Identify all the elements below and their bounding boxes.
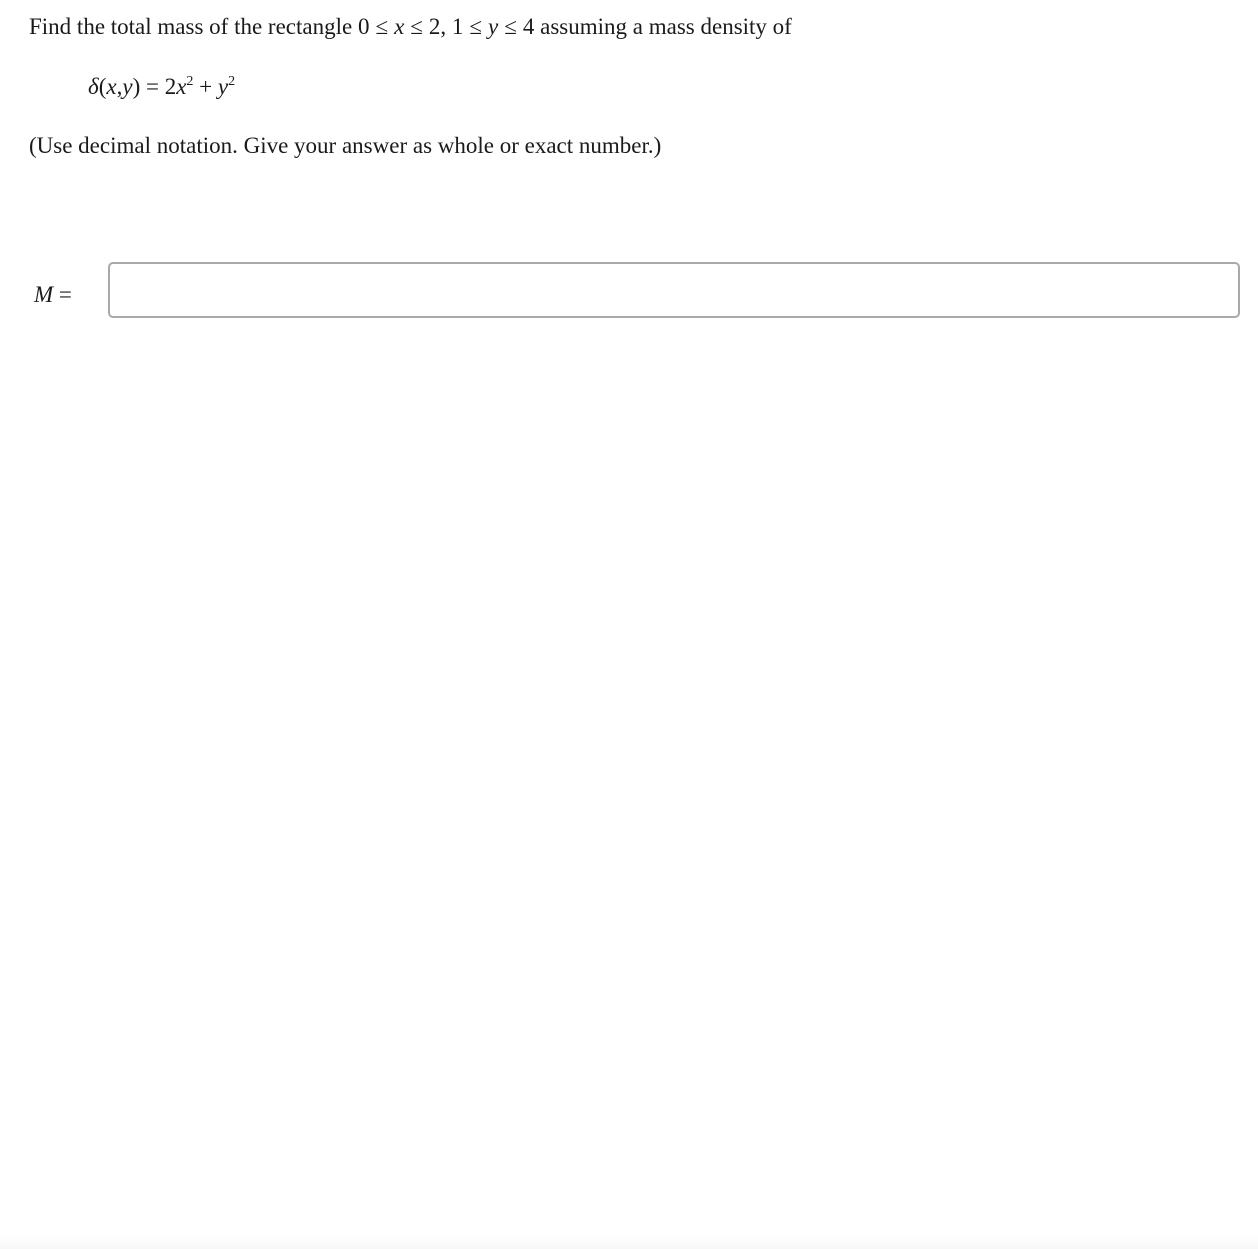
answer-label-variable: M [34,282,54,307]
formula-x: x [106,74,117,99]
formula-y-squared-base: y [217,74,229,99]
x-lower-bound: 0 [357,14,370,39]
leq-symbol: ≤ [469,14,483,39]
formula-open-paren: ( [98,74,107,99]
formula-close-equals: ) = 2 [132,74,177,99]
formula-x-squared-base: x [176,74,187,99]
y-upper-bound: 4 [522,14,535,39]
answer-label-equals: = [53,282,72,307]
answer-label [34,280,72,310]
delta-symbol: δ [88,74,99,99]
formula-y: y [122,74,133,99]
page-bottom-edge [0,1235,1258,1249]
leq-symbol: ≤ [504,14,517,39]
instruction-note: (Use decimal notation. Give your answer as whole or exact number.) [29,133,662,158]
x-upper-bound: 2, [428,14,447,39]
formula-exponent: 2 [228,74,236,89]
formula-exponent: 2 [186,74,194,89]
y-lower-bound: 1 [451,14,464,39]
x-variable: x [394,14,405,39]
density-formula [88,72,235,102]
formula-plus: + [193,74,218,99]
y-variable: y [488,14,499,39]
question-text [29,12,792,42]
question-suffix: assuming a mass density of [534,14,792,39]
answer-input[interactable] [108,262,1240,318]
question-prefix: Find the total mass of the rectangle [29,14,358,39]
leq-symbol: ≤ [410,14,423,39]
leq-symbol: ≤ [375,14,389,39]
formula-comma: , [116,74,123,99]
